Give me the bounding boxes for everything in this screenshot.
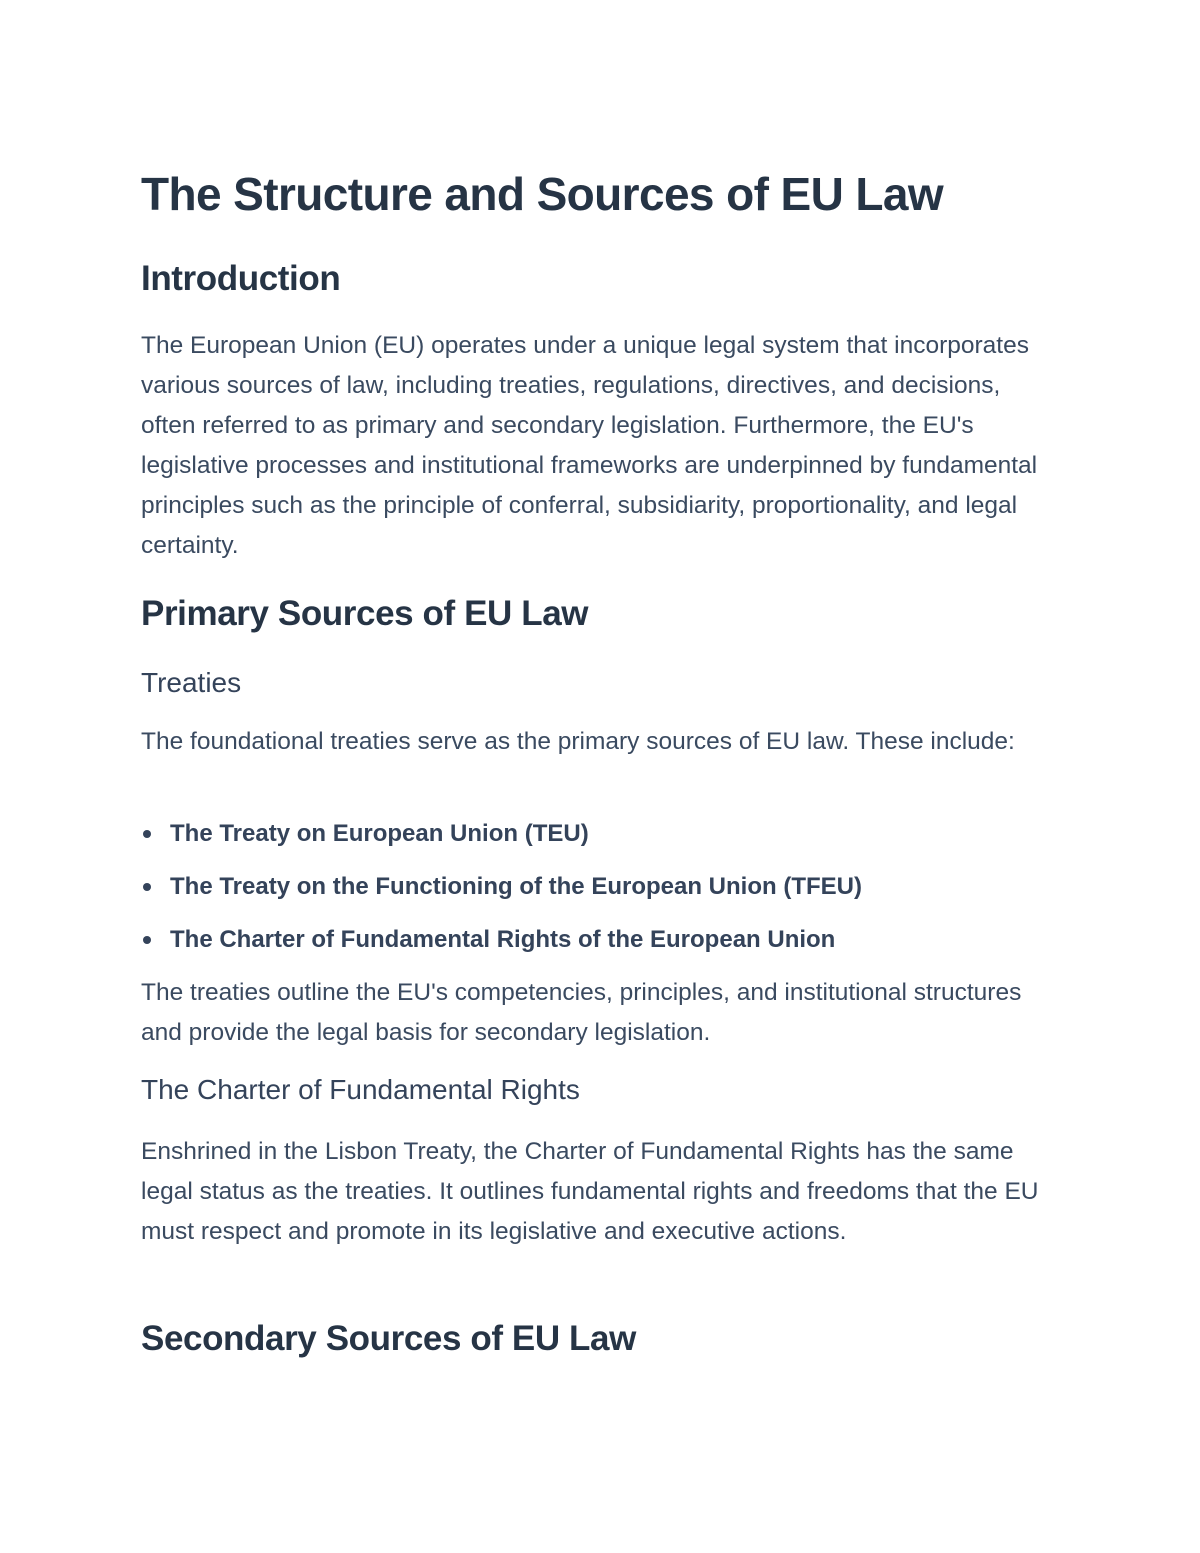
treaties-intro-paragraph: The foundational treaties serve as the primary sources of EU law. These include: bbox=[141, 728, 1015, 755]
list-item bbox=[141, 872, 1041, 925]
bullet-icon bbox=[143, 830, 151, 838]
list-item bbox=[141, 819, 1041, 872]
secondary-sources-heading: Secondary Sources of EU Law bbox=[141, 1319, 636, 1358]
treaties-list bbox=[141, 819, 1041, 978]
bullet-icon bbox=[143, 883, 151, 891]
primary-sources-heading: Primary Sources of EU Law bbox=[141, 594, 589, 633]
charter-paragraph: Enshrined in the Lisbon Treaty, the Charter of Fundamental Rights has the same legal status as the treaties. It outlines fundamental rights and freedoms that the EU must respect and promote in its legislative and executive actions. bbox=[141, 1138, 1039, 1245]
charter-heading: The Charter of Fundamental Rights bbox=[141, 1074, 580, 1105]
list-item-label: The Charter of Fundamental Rights of the European Union bbox=[170, 926, 836, 953]
page-title: The Structure and Sources of EU Law bbox=[141, 168, 944, 220]
list-item bbox=[141, 925, 1041, 978]
intro-paragraph: The European Union (EU) operates under a unique legal system that incorporates various sources of law, including treaties, regulations, directives, and decisions, often referred to as primary and secondary legislation. Furthermore, the EU's legislative processes and institutional frameworks are underpinned by fundamental principles such as the principle of conferral, subsidiarity, proportionality, and legal certainty. bbox=[141, 332, 1038, 559]
bullet-icon bbox=[143, 936, 151, 944]
treaties-summary-paragraph: The treaties outline the EU's competencies, principles, and institutional structures and provide the legal basis for secondary legislation. bbox=[141, 979, 1022, 1046]
treaties-heading: Treaties bbox=[141, 667, 242, 698]
intro-heading: Introduction bbox=[141, 259, 341, 298]
list-item-label: The Treaty on European Union (TEU) bbox=[170, 820, 589, 847]
list-item-label: The Treaty on the Functioning of the European Union (TFEU) bbox=[170, 873, 862, 900]
